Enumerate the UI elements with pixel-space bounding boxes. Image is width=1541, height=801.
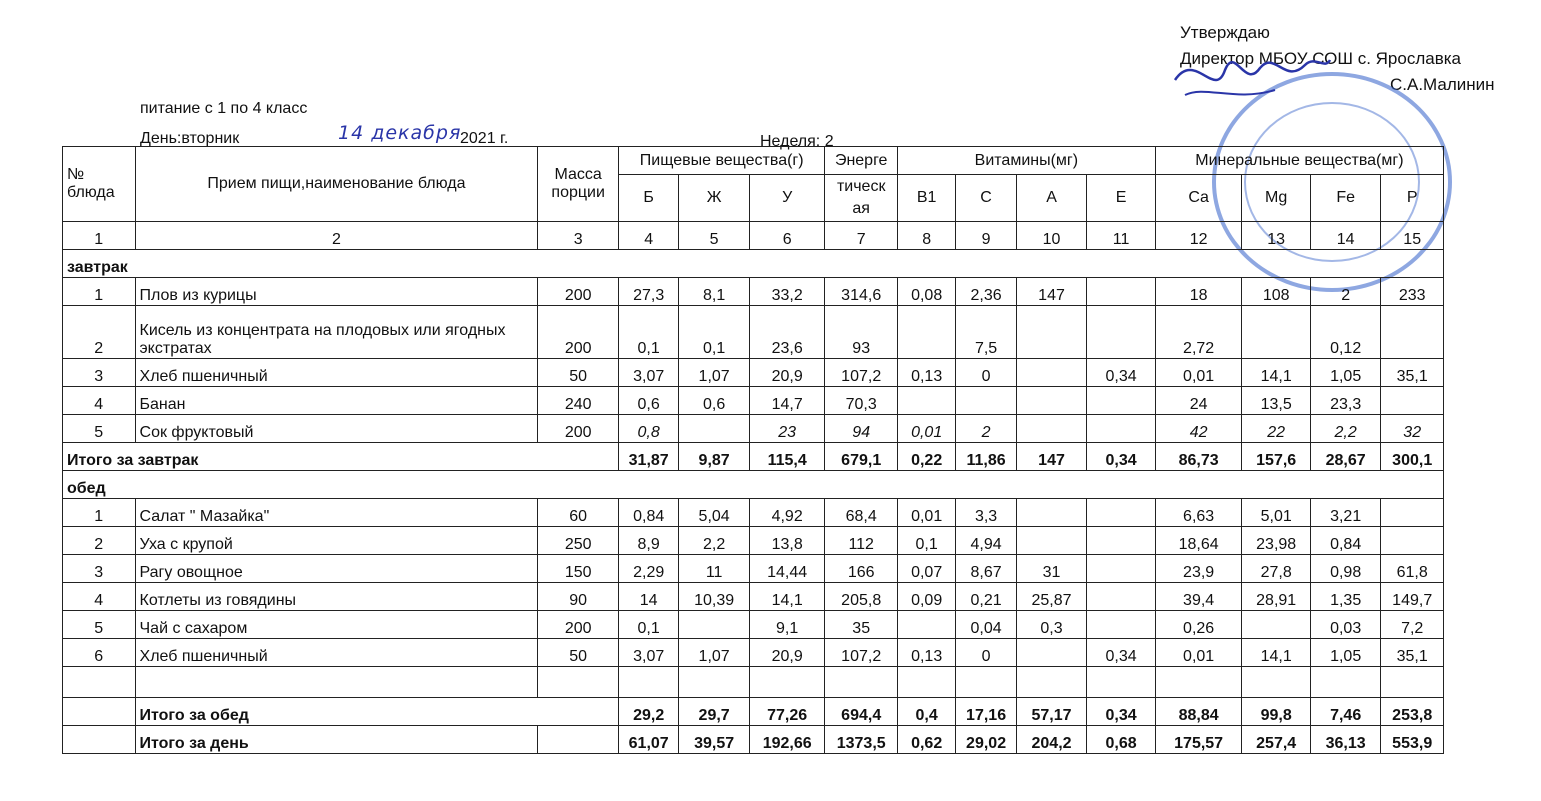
- breakfast-r3-c12: 0,01: [1155, 359, 1242, 387]
- lunch-r2-c4: 8,9: [618, 527, 678, 555]
- lunch-section-row: [63, 471, 1444, 499]
- breakfast-r2-c11: [1087, 306, 1156, 359]
- menu-subtitle: питание с 1 по 4 класс: [140, 100, 308, 117]
- empty-cell-4: [618, 667, 678, 698]
- empty-cell-5: [679, 667, 750, 698]
- empty-cell-3: [538, 667, 619, 698]
- lunch-r1-c6: 4,92: [749, 499, 825, 527]
- lunch-r3-c14: 0,98: [1310, 555, 1381, 583]
- header-nutrients: Пищевые вещества(г): [618, 147, 824, 175]
- approval-position: Директор МБОУ СОШ с. Ярославка: [1180, 49, 1462, 68]
- lunch-total-row-v11: 7,46: [1310, 698, 1381, 726]
- breakfast-r5-c5: [679, 415, 750, 443]
- breakfast-r4-c13: 13,5: [1242, 387, 1310, 415]
- breakfast-r3-c9: 0: [956, 359, 1016, 387]
- breakfast-r3-c1: 3: [63, 359, 136, 387]
- signature: [1165, 40, 1335, 110]
- lunch-total-row-v3: 77,26: [749, 698, 825, 726]
- table-row: [63, 359, 1444, 387]
- breakfast-r5-c15: 32: [1381, 415, 1444, 443]
- day-total-row-v4: 1373,5: [825, 726, 898, 754]
- lunch-r3-c5: 11: [679, 555, 750, 583]
- breakfast-r3-c4: 3,07: [618, 359, 678, 387]
- breakfast-r4-c11: [1087, 387, 1156, 415]
- lunch-r5-c11: [1087, 611, 1156, 639]
- lunch-r6-c5: 1,07: [679, 639, 750, 667]
- breakfast-r1-c9: 2,36: [956, 278, 1016, 306]
- breakfast-r1-c6: 33,2: [749, 278, 825, 306]
- breakfast-r1-c5: 8,1: [679, 278, 750, 306]
- lunch-r1-c7: 68,4: [825, 499, 898, 527]
- lunch-total-row-v10: 99,8: [1242, 698, 1310, 726]
- table-row: [63, 387, 1444, 415]
- breakfast-r4-c1: 4: [63, 387, 136, 415]
- header-sub-1: Ж: [679, 175, 750, 222]
- header-meal-name: Прием пищи,наименование блюда: [135, 147, 538, 222]
- empty-cell-15: [1381, 667, 1444, 698]
- lunch-total-row-v5: 0,4: [897, 698, 955, 726]
- lunch-total-row-blank: [63, 698, 136, 726]
- approval-title: Утверждаю: [1180, 23, 1270, 42]
- lunch-r4-c13: 28,91: [1242, 583, 1310, 611]
- breakfast-r5-c2: Сок фруктовый: [135, 415, 538, 443]
- column-number-10: 10: [1016, 222, 1087, 250]
- day-total-row-v3: 192,66: [749, 726, 825, 754]
- lunch-r4-c4: 14: [618, 583, 678, 611]
- breakfast-r3-c15: 35,1: [1381, 359, 1444, 387]
- menu-table-body: [63, 147, 1444, 754]
- breakfast-r1-c14: 2: [1310, 278, 1381, 306]
- breakfast-r2-c13: [1242, 306, 1310, 359]
- lunch-r2-c2: Уха с крупой: [135, 527, 538, 555]
- lunch-r6-c6: 20,9: [749, 639, 825, 667]
- breakfast-r1-c12: 18: [1155, 278, 1242, 306]
- lunch-r5-c7: 35: [825, 611, 898, 639]
- lunch-total-row-v1: 29,2: [618, 698, 678, 726]
- breakfast-total-row-v10: 157,6: [1242, 443, 1310, 471]
- lunch-r2-c7: 112: [825, 527, 898, 555]
- breakfast-total-row-v3: 115,4: [749, 443, 825, 471]
- column-number-row: [63, 222, 1444, 250]
- lunch-r1-c10: [1016, 499, 1087, 527]
- breakfast-total-row-v9: 86,73: [1155, 443, 1242, 471]
- lunch-total-row-v4: 694,4: [825, 698, 898, 726]
- breakfast-r1-c13: 108: [1242, 278, 1310, 306]
- breakfast-r2-c1: 2: [63, 306, 136, 359]
- column-number-6: 6: [749, 222, 825, 250]
- lunch-r6-c11: 0,34: [1087, 639, 1156, 667]
- lunch-total-row: [63, 698, 1444, 726]
- empty-cell-7: [825, 667, 898, 698]
- breakfast-total-row: [63, 443, 1444, 471]
- header-sub-9: Fe: [1310, 175, 1381, 222]
- breakfast-r2-c9: 7,5: [956, 306, 1016, 359]
- table-row: [63, 499, 1444, 527]
- breakfast-total-row-v1: 31,87: [618, 443, 678, 471]
- empty-row: [63, 667, 1444, 698]
- day-total-row-v10: 257,4: [1242, 726, 1310, 754]
- breakfast-section-row: [63, 250, 1444, 278]
- breakfast-section-label: завтрак: [63, 250, 1444, 278]
- breakfast-r1-c11: [1087, 278, 1156, 306]
- lunch-r4-c12: 39,4: [1155, 583, 1242, 611]
- breakfast-r2-c14: 0,12: [1310, 306, 1381, 359]
- column-number-2: 2: [135, 222, 538, 250]
- lunch-r4-c2: Котлеты из говядины: [135, 583, 538, 611]
- lunch-r5-c3: 200: [538, 611, 619, 639]
- empty-cell-9: [956, 667, 1016, 698]
- day-total-row-v2: 39,57: [679, 726, 750, 754]
- header-sub-3: В1: [897, 175, 955, 222]
- header-row-1: [63, 147, 1444, 175]
- header-vitamins: Витамины(мг): [897, 147, 1155, 175]
- breakfast-r2-c8: [897, 306, 955, 359]
- breakfast-total-row-label: Итого за завтрак: [63, 443, 619, 471]
- table-row: [63, 555, 1444, 583]
- breakfast-r3-c13: 14,1: [1242, 359, 1310, 387]
- lunch-r6-c13: 14,1: [1242, 639, 1310, 667]
- lunch-r6-c1: 6: [63, 639, 136, 667]
- breakfast-r5-c10: [1016, 415, 1087, 443]
- week-label: Неделя: 2: [760, 133, 834, 150]
- header-minerals: Минеральные вещества(мг): [1155, 147, 1443, 175]
- breakfast-r1-c3: 200: [538, 278, 619, 306]
- breakfast-total-row-v12: 300,1: [1381, 443, 1444, 471]
- lunch-r5-c4: 0,1: [618, 611, 678, 639]
- lunch-r4-c6: 14,1: [749, 583, 825, 611]
- table-row: [63, 415, 1444, 443]
- lunch-r6-c2: Хлеб пшеничный: [135, 639, 538, 667]
- lunch-r5-c1: 5: [63, 611, 136, 639]
- lunch-r1-c11: [1087, 499, 1156, 527]
- lunch-r5-c6: 9,1: [749, 611, 825, 639]
- lunch-r5-c2: Чай с сахаром: [135, 611, 538, 639]
- lunch-r1-c2: Салат " Мазайка": [135, 499, 538, 527]
- header-sub-6: Е: [1087, 175, 1156, 222]
- lunch-total-row-v2: 29,7: [679, 698, 750, 726]
- breakfast-r2-c7: 93: [825, 306, 898, 359]
- lunch-total-row-v9: 88,84: [1155, 698, 1242, 726]
- breakfast-total-row-v6: 11,86: [956, 443, 1016, 471]
- column-number-13: 13: [1242, 222, 1310, 250]
- lunch-r2-c11: [1087, 527, 1156, 555]
- breakfast-r2-c4: 0,1: [618, 306, 678, 359]
- lunch-r1-c4: 0,84: [618, 499, 678, 527]
- day-total-row-v12: 553,9: [1381, 726, 1444, 754]
- column-number-8: 8: [897, 222, 955, 250]
- breakfast-r4-c7: 70,3: [825, 387, 898, 415]
- breakfast-r2-c12: 2,72: [1155, 306, 1242, 359]
- menu-table: [62, 146, 1444, 754]
- breakfast-r2-c2: Кисель из концентрата на плодовых или ягодных экстратах: [135, 306, 538, 359]
- lunch-r4-c8: 0,09: [897, 583, 955, 611]
- lunch-r4-c9: 0,21: [956, 583, 1016, 611]
- lunch-r1-c3: 60: [538, 499, 619, 527]
- lunch-r1-c12: 6,63: [1155, 499, 1242, 527]
- lunch-r3-c11: [1087, 555, 1156, 583]
- breakfast-total-row-v11: 28,67: [1310, 443, 1381, 471]
- table-row: [63, 306, 1444, 359]
- breakfast-r1-c2: Плов из курицы: [135, 278, 538, 306]
- header-sub-4: С: [956, 175, 1016, 222]
- lunch-r5-c12: 0,26: [1155, 611, 1242, 639]
- breakfast-r1-c8: 0,08: [897, 278, 955, 306]
- day-total-row-blank2: [538, 726, 619, 754]
- lunch-r5-c8: [897, 611, 955, 639]
- lunch-r2-c3: 250: [538, 527, 619, 555]
- lunch-r3-c13: 27,8: [1242, 555, 1310, 583]
- breakfast-r5-c11: [1087, 415, 1156, 443]
- day-total-row-v1: 61,07: [618, 726, 678, 754]
- table-row: [63, 527, 1444, 555]
- lunch-r2-c8: 0,1: [897, 527, 955, 555]
- lunch-r6-c12: 0,01: [1155, 639, 1242, 667]
- lunch-r1-c1: 1: [63, 499, 136, 527]
- year-label: 2021 г.: [460, 130, 509, 147]
- header-sub-2: У: [749, 175, 825, 222]
- empty-cell-14: [1310, 667, 1381, 698]
- breakfast-r4-c5: 0,6: [679, 387, 750, 415]
- empty-cell-13: [1242, 667, 1310, 698]
- header-sub-8: Mg: [1242, 175, 1310, 222]
- lunch-r1-c9: 3,3: [956, 499, 1016, 527]
- lunch-r2-c14: 0,84: [1310, 527, 1381, 555]
- breakfast-r4-c10: [1016, 387, 1087, 415]
- empty-cell-6: [749, 667, 825, 698]
- lunch-r5-c15: 7,2: [1381, 611, 1444, 639]
- breakfast-r3-c8: 0,13: [897, 359, 955, 387]
- breakfast-r1-c10: 147: [1016, 278, 1087, 306]
- lunch-r6-c4: 3,07: [618, 639, 678, 667]
- lunch-r2-c10: [1016, 527, 1087, 555]
- lunch-total-row-v12: 253,8: [1381, 698, 1444, 726]
- breakfast-r5-c8: 0,01: [897, 415, 955, 443]
- lunch-r6-c15: 35,1: [1381, 639, 1444, 667]
- lunch-r6-c8: 0,13: [897, 639, 955, 667]
- breakfast-total-row-v4: 679,1: [825, 443, 898, 471]
- breakfast-r3-c14: 1,05: [1310, 359, 1381, 387]
- breakfast-r1-c1: 1: [63, 278, 136, 306]
- lunch-r5-c14: 0,03: [1310, 611, 1381, 639]
- day-total-row-v5: 0,62: [897, 726, 955, 754]
- column-number-1: 1: [63, 222, 136, 250]
- table-row: [63, 611, 1444, 639]
- breakfast-total-row-v8: 0,34: [1087, 443, 1156, 471]
- column-number-5: 5: [679, 222, 750, 250]
- breakfast-r1-c7: 314,6: [825, 278, 898, 306]
- breakfast-r2-c3: 200: [538, 306, 619, 359]
- breakfast-r3-c11: 0,34: [1087, 359, 1156, 387]
- breakfast-r4-c8: [897, 387, 955, 415]
- empty-cell-1: [63, 667, 136, 698]
- day-total-row-v8: 0,68: [1087, 726, 1156, 754]
- table-row: [63, 278, 1444, 306]
- breakfast-r4-c12: 24: [1155, 387, 1242, 415]
- lunch-r1-c14: 3,21: [1310, 499, 1381, 527]
- breakfast-r5-c13: 22: [1242, 415, 1310, 443]
- lunch-r6-c3: 50: [538, 639, 619, 667]
- lunch-r5-c13: [1242, 611, 1310, 639]
- day-label: День:вторник: [140, 130, 240, 147]
- header-sub-5: А: [1016, 175, 1087, 222]
- lunch-r4-c5: 10,39: [679, 583, 750, 611]
- column-number-4: 4: [618, 222, 678, 250]
- lunch-r3-c8: 0,07: [897, 555, 955, 583]
- lunch-r2-c13: 23,98: [1242, 527, 1310, 555]
- lunch-r5-c9: 0,04: [956, 611, 1016, 639]
- lunch-r4-c10: 25,87: [1016, 583, 1087, 611]
- breakfast-r3-c7: 107,2: [825, 359, 898, 387]
- column-number-14: 14: [1310, 222, 1381, 250]
- breakfast-r3-c10: [1016, 359, 1087, 387]
- breakfast-r4-c6: 14,7: [749, 387, 825, 415]
- column-number-12: 12: [1155, 222, 1242, 250]
- lunch-r6-c10: [1016, 639, 1087, 667]
- column-number-9: 9: [956, 222, 1016, 250]
- lunch-section-label: обед: [63, 471, 1444, 499]
- breakfast-r3-c5: 1,07: [679, 359, 750, 387]
- column-number-7: 7: [825, 222, 898, 250]
- header-portion-mass: Масса порции: [538, 147, 619, 222]
- lunch-r4-c7: 205,8: [825, 583, 898, 611]
- lunch-r1-c8: 0,01: [897, 499, 955, 527]
- lunch-r3-c4: 2,29: [618, 555, 678, 583]
- breakfast-r5-c9: 2: [956, 415, 1016, 443]
- lunch-r3-c15: 61,8: [1381, 555, 1444, 583]
- empty-cell-10: [1016, 667, 1087, 698]
- header-dish-number: № блюда: [63, 147, 136, 222]
- breakfast-r4-c14: 23,3: [1310, 387, 1381, 415]
- lunch-r6-c7: 107,2: [825, 639, 898, 667]
- breakfast-r3-c3: 50: [538, 359, 619, 387]
- lunch-r3-c12: 23,9: [1155, 555, 1242, 583]
- header-sub-7: Ca: [1155, 175, 1242, 222]
- breakfast-r4-c2: Банан: [135, 387, 538, 415]
- lunch-r3-c6: 14,44: [749, 555, 825, 583]
- day-total-row-v9: 175,57: [1155, 726, 1242, 754]
- lunch-r2-c15: [1381, 527, 1444, 555]
- day-total-row-label: Итого за день: [135, 726, 538, 754]
- table-row: [63, 583, 1444, 611]
- lunch-r4-c3: 90: [538, 583, 619, 611]
- lunch-r2-c1: 2: [63, 527, 136, 555]
- lunch-r6-c14: 1,05: [1310, 639, 1381, 667]
- approval-name: С.А.Малинин: [1390, 75, 1495, 94]
- lunch-r3-c3: 150: [538, 555, 619, 583]
- header-sub-10: P: [1381, 175, 1444, 222]
- breakfast-r4-c9: [956, 387, 1016, 415]
- lunch-r3-c9: 8,67: [956, 555, 1016, 583]
- day-total-row-v6: 29,02: [956, 726, 1016, 754]
- lunch-r4-c15: 149,7: [1381, 583, 1444, 611]
- lunch-r2-c6: 13,8: [749, 527, 825, 555]
- day-total-row: [63, 726, 1444, 754]
- breakfast-r3-c2: Хлеб пшеничный: [135, 359, 538, 387]
- breakfast-r5-c1: 5: [63, 415, 136, 443]
- lunch-r4-c1: 4: [63, 583, 136, 611]
- column-number-11: 11: [1087, 222, 1156, 250]
- day-total-row-v7: 204,2: [1016, 726, 1087, 754]
- breakfast-r4-c15: [1381, 387, 1444, 415]
- header-energy-line2: тическ: [836, 178, 886, 195]
- lunch-total-row-v8: 0,34: [1087, 698, 1156, 726]
- breakfast-r5-c12: 42: [1155, 415, 1242, 443]
- lunch-r6-c9: 0: [956, 639, 1016, 667]
- breakfast-r4-c4: 0,6: [618, 387, 678, 415]
- breakfast-r5-c3: 200: [538, 415, 619, 443]
- breakfast-total-row-v5: 0,22: [897, 443, 955, 471]
- lunch-r3-c10: 31: [1016, 555, 1087, 583]
- lunch-r5-c10: 0,3: [1016, 611, 1087, 639]
- header-energy-line3: ая: [852, 200, 870, 217]
- breakfast-r1-c4: 27,3: [618, 278, 678, 306]
- breakfast-r5-c14: 2,2: [1310, 415, 1381, 443]
- breakfast-r5-c7: 94: [825, 415, 898, 443]
- column-number-15: 15: [1381, 222, 1444, 250]
- breakfast-r4-c3: 240: [538, 387, 619, 415]
- lunch-r2-c12: 18,64: [1155, 527, 1242, 555]
- lunch-r4-c11: [1087, 583, 1156, 611]
- breakfast-r2-c6: 23,6: [749, 306, 825, 359]
- breakfast-r5-c6: 23: [749, 415, 825, 443]
- lunch-total-row-v6: 17,16: [956, 698, 1016, 726]
- lunch-r3-c7: 166: [825, 555, 898, 583]
- lunch-r2-c9: 4,94: [956, 527, 1016, 555]
- lunch-total-row-label: Итого за обед: [135, 698, 618, 726]
- lunch-total-row-v7: 57,17: [1016, 698, 1087, 726]
- lunch-r1-c13: 5,01: [1242, 499, 1310, 527]
- breakfast-total-row-v2: 9,87: [679, 443, 750, 471]
- empty-cell-8: [897, 667, 955, 698]
- header-energy-part1: Энерге: [825, 147, 898, 175]
- lunch-r4-c14: 1,35: [1310, 583, 1381, 611]
- empty-cell-2: [135, 667, 538, 698]
- lunch-r1-c15: [1381, 499, 1444, 527]
- breakfast-r1-c15: 233: [1381, 278, 1444, 306]
- day-total-row-blank: [63, 726, 136, 754]
- breakfast-r3-c6: 20,9: [749, 359, 825, 387]
- header-sub-0: Б: [618, 175, 678, 222]
- breakfast-r2-c10: [1016, 306, 1087, 359]
- lunch-r3-c2: Рагу овощное: [135, 555, 538, 583]
- table-row: [63, 639, 1444, 667]
- day-total-row-v11: 36,13: [1310, 726, 1381, 754]
- breakfast-r5-c4: 0,8: [618, 415, 678, 443]
- handwritten-date: 14 декабря: [338, 122, 462, 144]
- breakfast-r2-c5: 0,1: [679, 306, 750, 359]
- header-energy-part2: [825, 175, 898, 222]
- column-number-3: 3: [538, 222, 619, 250]
- empty-cell-12: [1155, 667, 1242, 698]
- empty-cell-11: [1087, 667, 1156, 698]
- lunch-r2-c5: 2,2: [679, 527, 750, 555]
- lunch-r1-c5: 5,04: [679, 499, 750, 527]
- lunch-r3-c1: 3: [63, 555, 136, 583]
- breakfast-total-row-v7: 147: [1016, 443, 1087, 471]
- lunch-r5-c5: [679, 611, 750, 639]
- breakfast-r2-c15: [1381, 306, 1444, 359]
